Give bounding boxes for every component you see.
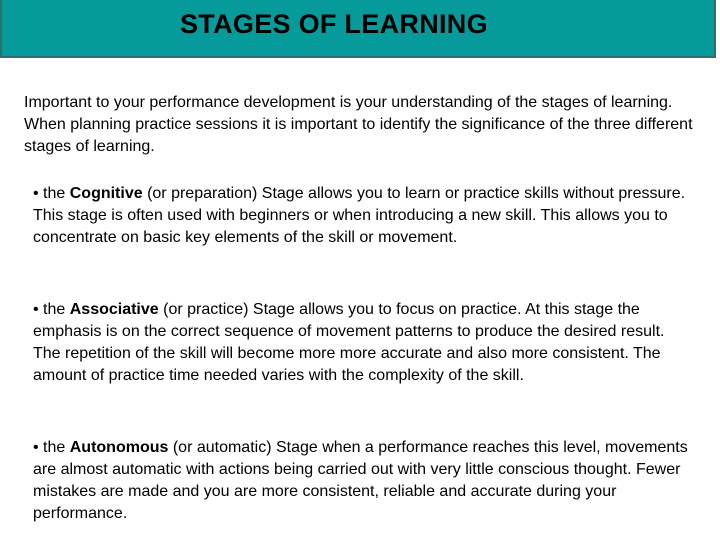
bullet-text: (or automatic) Stage when a performance reaches this level, movements are almost automatic with actions being carried out with very little conscious thought. Fewer mistakes are made and you are more consistent, reliable and accurate during your performance. — [33, 439, 688, 522]
bullet-associative — [33, 299, 688, 387]
bullet-term: Associative — [69, 301, 159, 318]
bullet-autonomous — [33, 437, 688, 525]
bullet-term: Autonomous — [69, 439, 169, 456]
bullet-prefix: • the — [33, 185, 70, 202]
title-banner — [0, 0, 716, 58]
bullet-prefix: • the — [33, 439, 70, 456]
bullet-cognitive — [33, 183, 688, 249]
intro-paragraph: Important to your performance development is your understanding of the stages of learning. When planning practice sessions it is important to identify the significance of the three different stages of learning. — [24, 94, 693, 155]
bullet-text: (or preparation) Stage allows you to learn or practice skills without pressure. This stage is often used with beginners or when introducing a new skill. This allows you to concentrate on basic key elements of the skill or movement. — [33, 185, 686, 246]
page-title: STAGES OF LEARNING — [180, 9, 488, 39]
bullet-term: Cognitive — [69, 185, 143, 202]
bullet-prefix: • the — [33, 301, 70, 318]
bullet-text: (or practice) Stage allows you to focus on practice. At this stage the emphasis is on the correct sequence of movement patterns to produce the desired result. The repetition of the skill will become more more accurate and also more consistent. The amount of practice time needed varies with the complexity of the skill. — [33, 301, 665, 384]
